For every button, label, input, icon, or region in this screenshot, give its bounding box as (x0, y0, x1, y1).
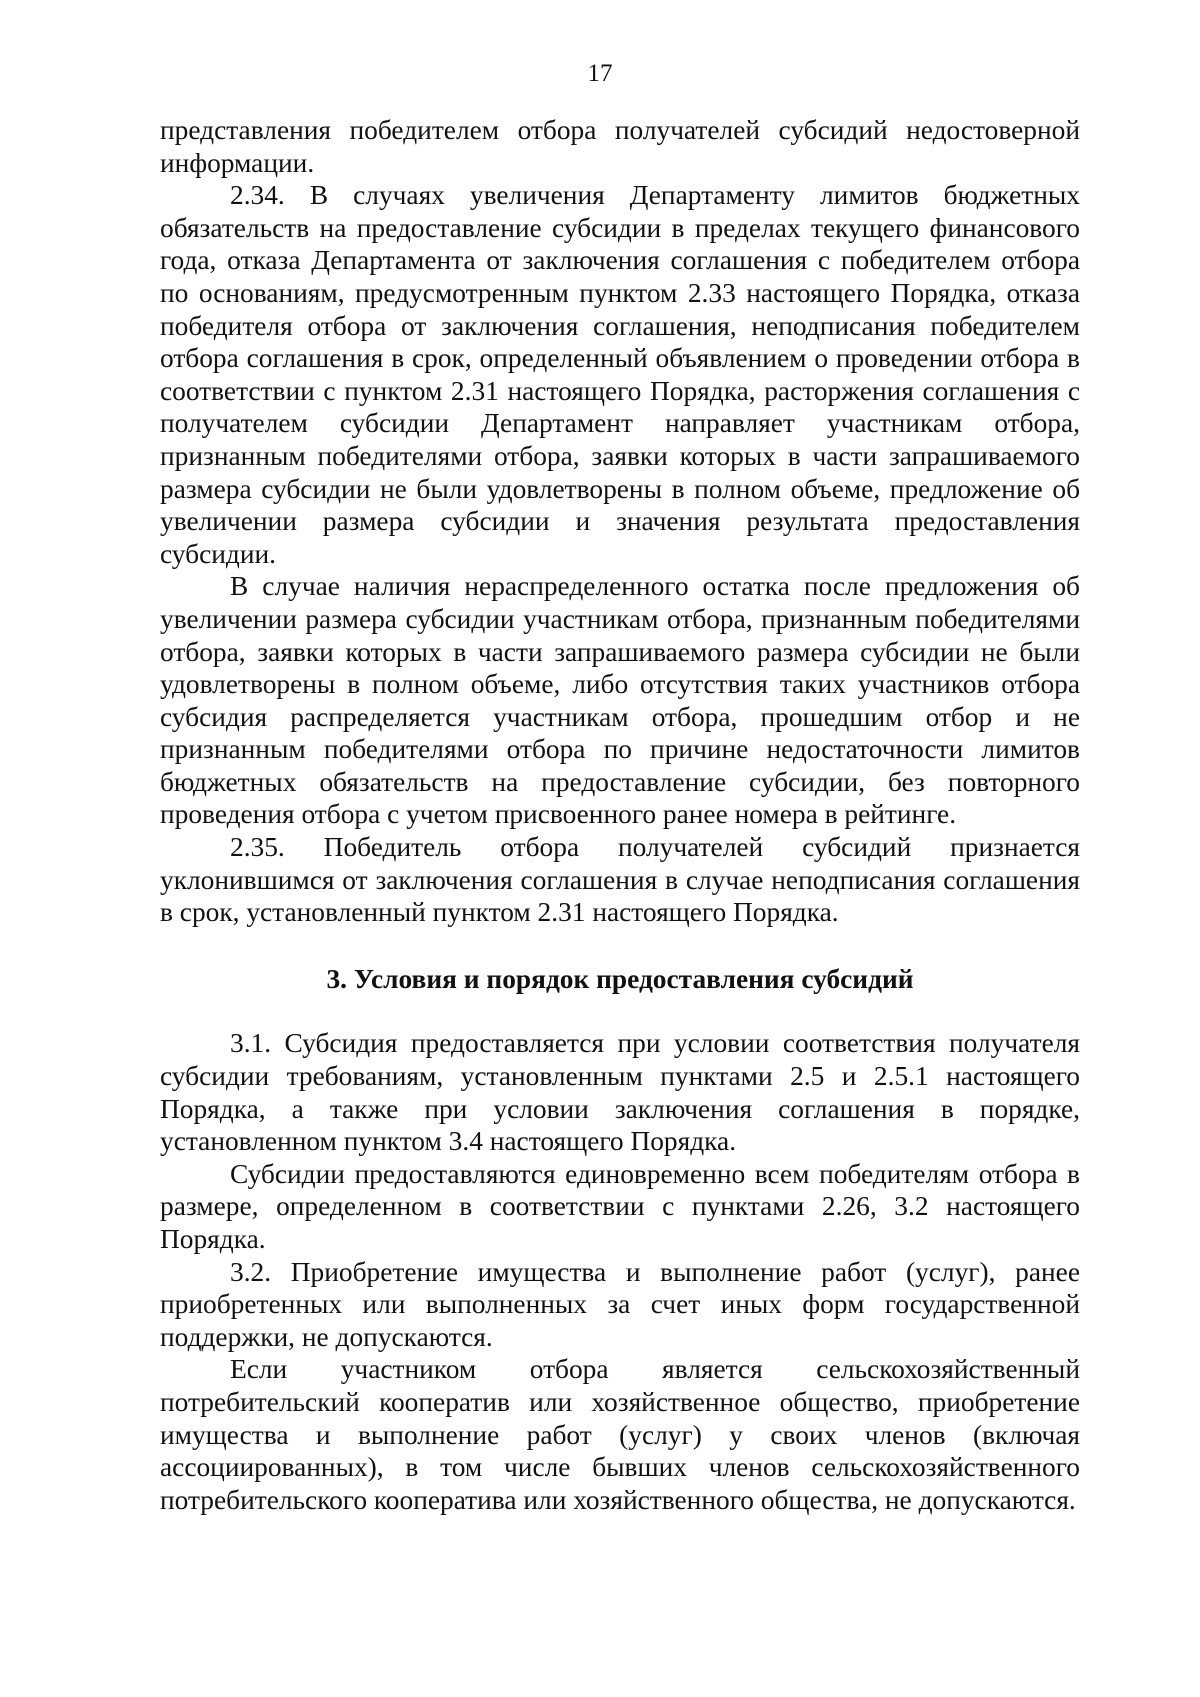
paragraph-3-1: 3.1. Субсидия предоставляется при условии соответствия получателя субсидии требованиям, установленным пунктами 2.5 и 2.5.1 настоящего Порядка, а также при условии заключения соглашения в порядке, установленном пунктом 3.4 настоящего Порядка. (160, 1028, 1080, 1157)
paragraph-one-time-subsidy: Субсидии предоставляются единовременно всем победителям отбора в размере, определенном в соответствии с пунктами 2.26, 3.2 настоящего Порядка. (160, 1158, 1080, 1254)
paragraph-continuation: представления победителем отбора получателей субсидий недостоверной информации. (160, 115, 1080, 178)
paragraph-cooperative-restriction: Если участником отбора является сельскохозяйственный потребительский кооператив или хозяйственное общество, приобретение имущества и выполнение работ (услуг) у своих членов (включая ассоциированных), в том числе бывших членов сельскохозяйственного потребительского кооператива или хозяйственного общества, не допускаются. (160, 1354, 1080, 1515)
paragraph-2-35: 2.35. Победитель отбора получателей субсидий признается уклонившимся от заключения соглашения в случае неподписания соглашения в срок, установленный пунктом 2.31 настоящего Порядка. (160, 832, 1080, 928)
paragraph-remainder-distribution: В случае наличия нераспределенного остатка после предложения об увеличении размера субсидии участникам отбора, признанным победителями отбора, заявки которых в части запрашиваемого размера субсидии не были удовлетворены в полном объеме, либо отсутствия таких участников отбора субсидия распределяется участникам отбора, прошедшим отбор и не признанным победителями отбора по причине недостаточности лимитов бюджетных обязательств на предоставление субсидии, без повторного проведения отбора с учетом присвоенного ранее номера в рейтинге. (160, 571, 1080, 830)
section-heading: 3. Условия и порядок предоставления субсидий (326, 963, 914, 994)
paragraph-3-2: 3.2. Приобретение имущества и выполнение работ (услуг), ранее приобретенных или выполненных за счет иных форм государственной поддержки, не допускаются. (160, 1256, 1080, 1352)
page-number: 17 (587, 60, 613, 87)
document-body (160, 114, 1080, 1516)
paragraph-2-34: 2.34. В случаях увеличения Департаменту лимитов бюджетных обязательств на предоставление субсидии в пределах текущего финансового года, отказа Департамента от заключения соглашения с победителем отбора по основаниям, предусмотренным пунктом 2.33 настоящего Порядка, отказа победителя отбора от заключения соглашения, неподписания победителем отбора соглашения в срок, определенный объявлением о проведении отбора в соответствии с пунктом 2.31 настоящего Порядка, расторжения соглашения с получателем субсидии Департамент направляет участникам отбора, признанным победителями отбора, заявки которых в части запрашиваемого размера субсидии не были удовлетворены в полном объеме, предложение об увеличении размера субсидии и значения результата предоставления субсидии. (160, 180, 1080, 569)
